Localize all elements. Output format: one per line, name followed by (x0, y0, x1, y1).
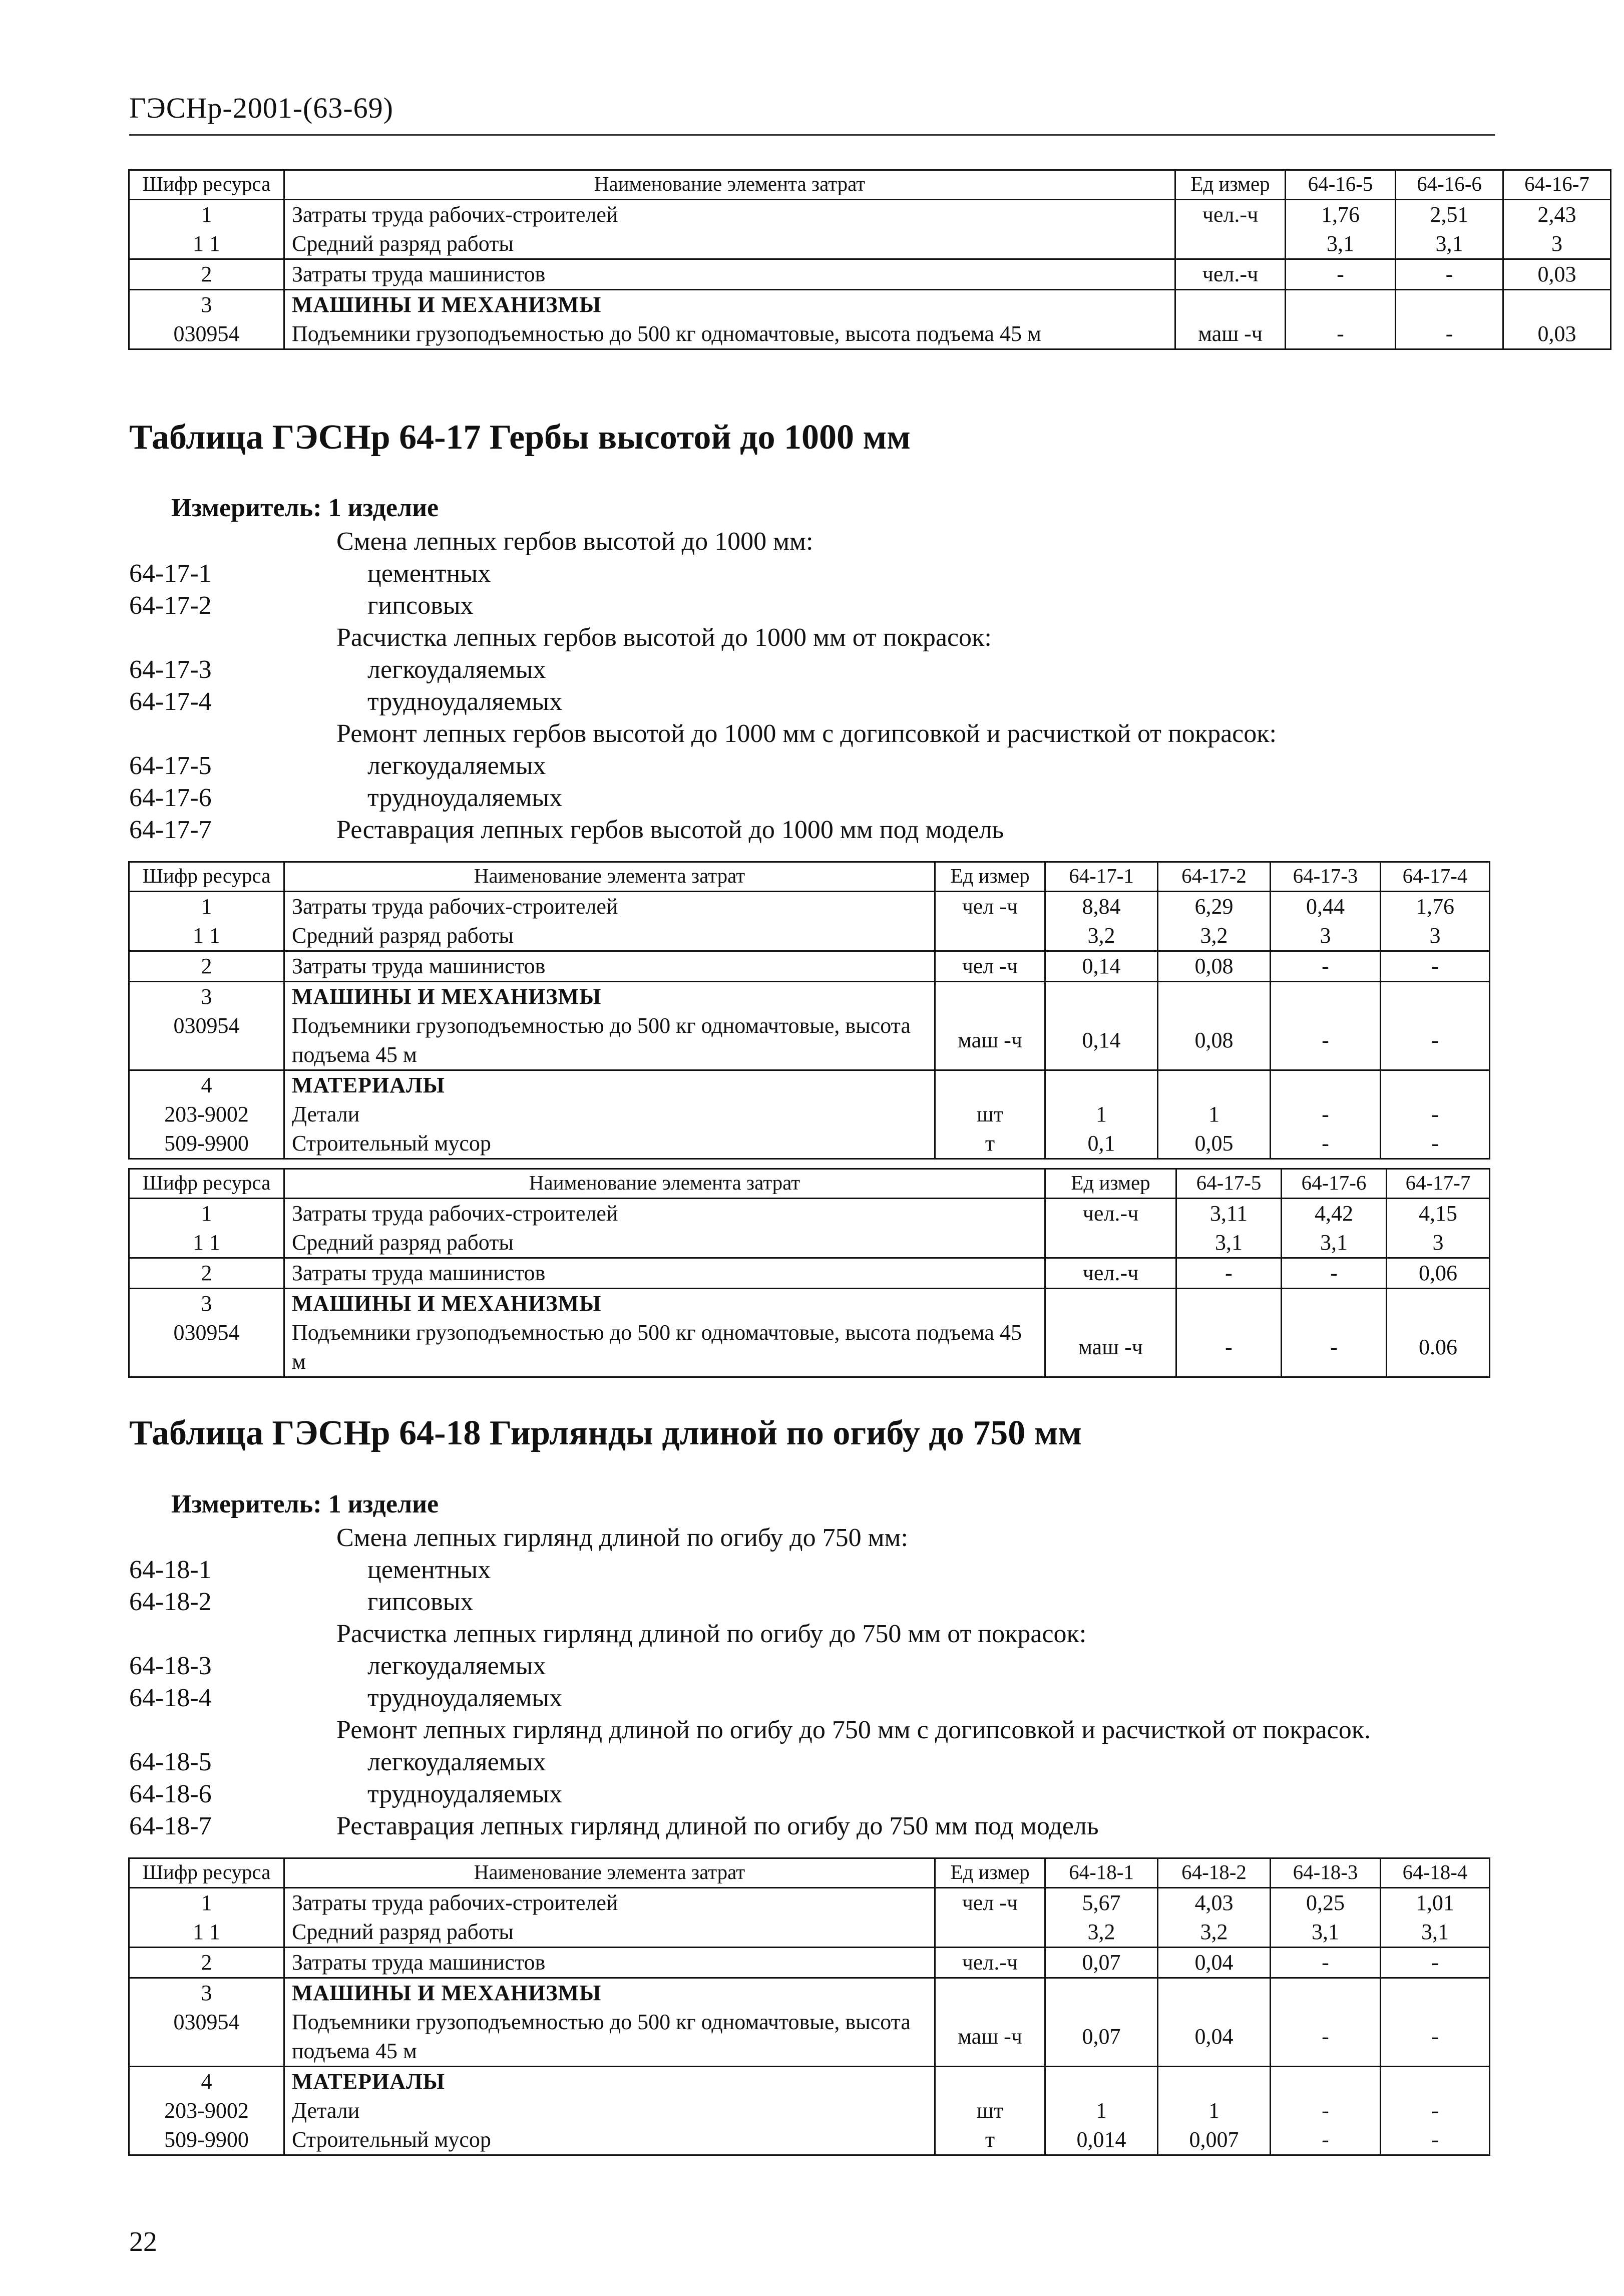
rate-value (1381, 982, 1490, 1012)
table-row (129, 1918, 1490, 1948)
rate-value (1271, 2067, 1381, 2097)
operation-name: трудноудаляемых (367, 1780, 563, 1808)
resource-code: 2 (129, 1258, 284, 1289)
col-header-rate: 64-18-3 (1271, 1858, 1381, 1888)
table-row (129, 2096, 1490, 2125)
resource-unit (935, 1918, 1045, 1948)
col-header-rate: 64-17-3 (1271, 862, 1381, 892)
resource-name: Детали (284, 1100, 935, 1129)
resource-unit (1175, 290, 1286, 320)
table-row (129, 1888, 1490, 1918)
rate-value: - (1271, 1948, 1381, 1978)
operation-code: 64-18-1 (129, 1556, 212, 1584)
operation-heading (129, 526, 1491, 558)
rate-value (1045, 982, 1158, 1012)
rate-value: 3 (1271, 921, 1381, 951)
table-row (129, 2067, 1490, 2097)
resource-name: Строительный мусор (284, 2125, 935, 2155)
resource-unit: чел.-ч (935, 1948, 1045, 1978)
rate-value: 8,84 (1045, 892, 1158, 922)
rate-value: 0,014 (1045, 2125, 1158, 2155)
rate-value (1387, 1289, 1490, 1319)
operation-item (129, 1586, 1491, 1618)
table-row (129, 1289, 1490, 1319)
col-header-rate: 64-17-2 (1158, 862, 1271, 892)
rate-value (1158, 1070, 1271, 1100)
resource-code: 1 1 (129, 921, 284, 951)
table-row (129, 259, 1611, 290)
rate-value: - (1271, 2096, 1381, 2125)
col-header-code: Шифр ресурса (129, 1858, 284, 1888)
operation-name: трудноудаляемых (367, 784, 563, 812)
section-title-64-17: Таблица ГЭСНр 64-17 Гербы высотой до 1000 мм (129, 418, 911, 457)
rate-value: 0,44 (1271, 892, 1381, 922)
resource-unit (935, 1070, 1045, 1100)
resource-unit: маш -ч (935, 1011, 1045, 1070)
resource-code: 3 (129, 1978, 284, 2008)
rate-value: 1,01 (1381, 1888, 1490, 1918)
rate-value: 0,25 (1271, 1888, 1381, 1918)
col-header-rate: 64-16-5 (1286, 170, 1396, 200)
col-header-rate: 64-18-4 (1381, 1858, 1490, 1888)
rate-value: 4,03 (1158, 1888, 1271, 1918)
rate-value: - (1381, 1948, 1490, 1978)
rate-value (1158, 2067, 1271, 2097)
rate-value (1045, 1070, 1158, 1100)
operation-code: 64-18-4 (129, 1684, 212, 1712)
operation-name: трудноудаляемых (367, 687, 563, 716)
resource-unit (935, 921, 1045, 951)
rate-value (1282, 1289, 1387, 1319)
resource-code: 509-9900 (129, 1129, 284, 1159)
rate-value (1396, 290, 1503, 320)
operation-item (129, 782, 1491, 814)
resource-name: Средний разряд работы (284, 1918, 935, 1948)
col-header-unit: Ед измер (1045, 1169, 1176, 1199)
col-header-unit: Ед измер (935, 1858, 1045, 1888)
rate-value: 0,07 (1045, 2008, 1158, 2067)
rate-value (1503, 290, 1611, 320)
rate-value: 3 (1387, 1228, 1490, 1258)
resource-code: 1 (129, 1888, 284, 1918)
operation-code: 64-17-5 (129, 751, 212, 780)
resource-unit: т (935, 2125, 1045, 2155)
rate-value (1271, 982, 1381, 1012)
operation-code: 64-18-6 (129, 1780, 212, 1808)
header-rule (129, 134, 1495, 136)
col-header-name: Наименование элемента затрат (284, 862, 935, 892)
resource-name: Затраты труда машинистов (284, 1258, 1045, 1289)
resource-code: 4 (129, 2067, 284, 2097)
operation-code: 64-18-5 (129, 1748, 212, 1776)
rate-value: 3,2 (1158, 921, 1271, 951)
page-number: 22 (129, 2226, 157, 2257)
operation-code: 64-17-4 (129, 687, 212, 716)
operation-item (129, 1554, 1491, 1586)
table-row (129, 892, 1490, 922)
rate-value: 5,67 (1045, 1888, 1158, 1918)
operation-code: 64-17-6 (129, 784, 212, 812)
rate-value: 4,15 (1387, 1199, 1490, 1229)
resource-name: Затраты труда рабочих-строителей (284, 1199, 1045, 1229)
rate-value (1045, 1978, 1158, 2008)
table-row (129, 1070, 1490, 1100)
resource-unit: шт (935, 1100, 1045, 1129)
rate-value (1176, 1289, 1282, 1319)
resource-unit (935, 2067, 1045, 2097)
operation-item (129, 1778, 1491, 1810)
rate-value: - (1271, 2008, 1381, 2067)
resource-unit: чел -ч (935, 951, 1045, 982)
rate-value: 2,43 (1503, 200, 1611, 230)
rate-value: 0,1 (1045, 1129, 1158, 1159)
operation-heading-text: Расчистка лепных гирлянд длиной по огибу до 750 мм от покрасок: (336, 1620, 1087, 1648)
operations-list-64-17 (129, 526, 1491, 846)
rate-value: - (1396, 319, 1503, 349)
operation-item (129, 558, 1491, 590)
section-title-64-18: Таблица ГЭСНр 64-18 Гирлянды длиной по огибу до 750 мм (129, 1414, 1082, 1452)
operation-code: 64-17-7 (129, 816, 212, 844)
rate-value: 3,1 (1176, 1228, 1282, 1258)
rate-value: 0,07 (1045, 1948, 1158, 1978)
table-row (129, 982, 1490, 1012)
resource-unit: чел.-ч (1175, 259, 1286, 290)
resource-code: 030954 (129, 319, 284, 349)
table-row (129, 1978, 1490, 2008)
section-heading: МАТЕРИАЛЫ (284, 1070, 935, 1100)
resource-unit: чел -ч (935, 892, 1045, 922)
operation-name: легкоудаляемых (367, 655, 546, 684)
measure-unit: Измеритель: 1 изделие (171, 1490, 439, 1518)
operation-name: цементных (367, 1556, 491, 1584)
rate-value: 0,03 (1503, 319, 1611, 349)
operation-name: легкоудаляемых (367, 751, 546, 780)
resource-code: 3 (129, 290, 284, 320)
measure-unit: Измеритель: 1 изделие (171, 494, 439, 522)
resource-unit (1175, 229, 1286, 259)
resource-unit: маш -ч (1175, 319, 1286, 349)
resource-unit: чел.-ч (1175, 200, 1286, 230)
resource-name: Подъемники грузоподъемностью до 500 кг одномачтовые, высота подъема 45 м (284, 319, 1175, 349)
operations-list-64-18 (129, 1522, 1491, 1842)
col-header-name: Наименование элемента затрат (284, 1858, 935, 1888)
rate-value: 1 (1045, 2096, 1158, 2125)
rate-value: 3,1 (1271, 1918, 1381, 1948)
operation-name: цементных (367, 559, 491, 588)
resource-name: Средний разряд работы (284, 1228, 1045, 1258)
rate-value: - (1176, 1318, 1282, 1377)
col-header-rate: 64-17-5 (1176, 1169, 1282, 1199)
resource-code: 2 (129, 1948, 284, 1978)
resource-name: Подъемники грузоподъемностью до 500 кг одномачтовые, высота подъема 45 м (284, 1011, 935, 1070)
col-header-rate: 64-18-1 (1045, 1858, 1158, 1888)
rate-value: - (1282, 1258, 1387, 1289)
resource-table-64-17-part1 (128, 861, 1489, 1160)
resource-code: 3 (129, 1289, 284, 1319)
rate-value (1286, 290, 1396, 320)
resource-code: 2 (129, 951, 284, 982)
operation-heading (129, 622, 1491, 654)
operation-heading (129, 1522, 1491, 1554)
resource-code: 509-9900 (129, 2125, 284, 2155)
rate-value: 2,51 (1396, 200, 1503, 230)
resource-code: 203-9002 (129, 1100, 284, 1129)
rate-value: - (1381, 951, 1490, 982)
rate-value: 3,1 (1282, 1228, 1387, 1258)
rate-value: - (1381, 2125, 1490, 2155)
operation-item (129, 1810, 1491, 1842)
rate-value (1158, 982, 1271, 1012)
operation-item (129, 750, 1491, 782)
table-header-row (129, 170, 1611, 200)
rate-value: - (1271, 1011, 1381, 1070)
resource-unit (1045, 1289, 1176, 1319)
rate-value: - (1286, 259, 1396, 290)
resource-name: Затраты труда рабочих-строителей (284, 1888, 935, 1918)
resource-name: Затраты труда рабочих-строителей (284, 892, 935, 922)
col-header-rate: 64-17-7 (1387, 1169, 1490, 1199)
resource-unit: т (935, 1129, 1045, 1159)
operation-heading-text: Ремонт лепных гирлянд длиной по огибу до 750 мм с догипсовкой и расчисткой от покрасок. (336, 1716, 1371, 1744)
rate-value (1158, 1978, 1271, 2008)
resource-unit: шт (935, 2096, 1045, 2125)
resource-unit: чел.-ч (1045, 1258, 1176, 1289)
resource-name: Средний разряд работы (284, 229, 1175, 259)
resource-unit: маш -ч (1045, 1318, 1176, 1377)
rate-value: - (1381, 1129, 1490, 1159)
operation-name: Реставрация лепных гербов высотой до 1000 мм под модель (336, 816, 1004, 844)
operation-name: гипсовых (367, 1588, 474, 1616)
rate-value: - (1271, 2125, 1381, 2155)
resource-code: 1 1 (129, 1228, 284, 1258)
rate-value: 1,76 (1381, 892, 1490, 922)
resource-table-64-18 (128, 1857, 1489, 2156)
col-header-rate: 64-16-7 (1503, 170, 1611, 200)
col-header-rate: 64-17-1 (1045, 862, 1158, 892)
operation-item (129, 1746, 1491, 1778)
table-row (129, 1129, 1490, 1159)
rate-value: 1,76 (1286, 200, 1396, 230)
operation-item (129, 590, 1491, 622)
table-row (129, 921, 1490, 951)
resource-unit (1045, 1228, 1176, 1258)
resource-table-64-17-part2 (128, 1168, 1489, 1378)
rate-value: - (1271, 1100, 1381, 1129)
rate-value: - (1381, 1011, 1490, 1070)
rate-value: - (1381, 2008, 1490, 2067)
resource-name: Подъемники грузоподъемностью до 500 кг одномачтовые, высота подъема 45 м (284, 2008, 935, 2067)
operation-name: легкоудаляемых (367, 1652, 546, 1680)
operation-item (129, 814, 1491, 846)
rate-value: 3,1 (1396, 229, 1503, 259)
resource-unit: чел.-ч (1045, 1199, 1176, 1229)
resource-code: 2 (129, 259, 284, 290)
resource-unit: маш -ч (935, 2008, 1045, 2067)
col-header-rate: 64-18-2 (1158, 1858, 1271, 1888)
operation-heading (129, 1618, 1491, 1650)
col-header-code: Шифр ресурса (129, 1169, 284, 1199)
resource-code: 4 (129, 1070, 284, 1100)
rate-value: 0,06 (1387, 1258, 1490, 1289)
table-row (129, 1228, 1490, 1258)
table-row (129, 200, 1611, 230)
resource-code: 203-9002 (129, 2096, 284, 2125)
operation-code: 64-18-7 (129, 1812, 212, 1840)
col-header-name: Наименование элемента затрат (284, 170, 1175, 200)
rate-value: 3,2 (1158, 1918, 1271, 1948)
table-row (129, 1199, 1490, 1229)
section-heading: МАТЕРИАЛЫ (284, 2067, 935, 2097)
col-header-code: Шифр ресурса (129, 862, 284, 892)
col-header-code: Шифр ресурса (129, 170, 284, 200)
operation-name: легкоудаляемых (367, 1748, 546, 1776)
rate-value: 0,04 (1158, 1948, 1271, 1978)
rate-value (1381, 1070, 1490, 1100)
table-row (129, 1948, 1490, 1978)
table-row (129, 229, 1611, 259)
rate-value: - (1396, 259, 1503, 290)
operation-code: 64-18-3 (129, 1652, 212, 1680)
table-row (129, 951, 1490, 982)
resource-code: 3 (129, 982, 284, 1012)
operation-heading (129, 1714, 1491, 1746)
col-header-rate: 64-17-6 (1282, 1169, 1387, 1199)
operation-code: 64-17-3 (129, 655, 212, 684)
resource-unit (935, 982, 1045, 1012)
operation-heading-text: Расчистка лепных гербов высотой до 1000 мм от покрасок: (336, 623, 992, 652)
rate-value: 0.06 (1387, 1318, 1490, 1377)
col-header-rate: 64-17-4 (1381, 862, 1490, 892)
operation-code: 64-17-2 (129, 591, 212, 620)
rate-value: 3,1 (1286, 229, 1396, 259)
rate-value: 3,2 (1045, 1918, 1158, 1948)
resource-table-64-16 (128, 169, 1589, 350)
resource-code: 1 1 (129, 229, 284, 259)
table-row (129, 1011, 1490, 1070)
col-header-unit: Ед измер (935, 862, 1045, 892)
rate-value: 3,1 (1381, 1918, 1490, 1948)
section-heading: МАШИНЫ И МЕХАНИЗМЫ (284, 290, 1175, 320)
rate-value: 1 (1045, 1100, 1158, 1129)
rate-value: 6,29 (1158, 892, 1271, 922)
table-row (129, 1258, 1490, 1289)
rate-value: 0,007 (1158, 2125, 1271, 2155)
table-row (129, 1100, 1490, 1129)
resource-name: Детали (284, 2096, 935, 2125)
rate-value: 0,04 (1158, 2008, 1271, 2067)
operation-item (129, 1650, 1491, 1682)
resource-name: Подъемники грузоподъемностью до 500 кг одномачтовые, высота подъема 45 м (284, 1318, 1045, 1377)
resource-code: 030954 (129, 2008, 284, 2067)
rate-value (1381, 1978, 1490, 2008)
resource-name: Затраты труда машинистов (284, 259, 1175, 290)
operation-code: 64-18-2 (129, 1588, 212, 1616)
col-header-rate: 64-16-6 (1396, 170, 1503, 200)
page-header: ГЭСНр-2001-(63-69) (129, 92, 393, 124)
rate-value: 0,05 (1158, 1129, 1271, 1159)
rate-value: - (1381, 1100, 1490, 1129)
operation-item (129, 686, 1491, 718)
table-row (129, 1318, 1490, 1377)
rate-value: 0,14 (1045, 1011, 1158, 1070)
rate-value: 3,2 (1045, 921, 1158, 951)
resource-name: Затраты труда машинистов (284, 951, 935, 982)
operation-code: 64-17-1 (129, 559, 212, 588)
rate-value: 0,08 (1158, 1011, 1271, 1070)
operation-heading (129, 718, 1491, 750)
table-header-row (129, 1169, 1490, 1199)
operation-name: Реставрация лепных гирлянд длиной по огибу до 750 мм под модель (336, 1812, 1099, 1840)
operation-name: трудноудаляемых (367, 1684, 563, 1712)
rate-value (1271, 1070, 1381, 1100)
resource-name: Средний разряд работы (284, 921, 935, 951)
section-heading: МАШИНЫ И МЕХАНИЗМЫ (284, 1289, 1045, 1319)
resource-unit: чел -ч (935, 1888, 1045, 1918)
rate-value: - (1271, 1129, 1381, 1159)
resource-code: 030954 (129, 1318, 284, 1377)
rate-value: 1 (1158, 1100, 1271, 1129)
rate-value (1381, 2067, 1490, 2097)
col-header-unit: Ед измер (1175, 170, 1286, 200)
resource-code: 1 (129, 1199, 284, 1229)
operation-item (129, 654, 1491, 686)
table-row (129, 2008, 1490, 2067)
operation-heading-text: Смена лепных гербов высотой до 1000 мм: (336, 527, 814, 556)
rate-value: 3,11 (1176, 1199, 1282, 1229)
resource-code: 030954 (129, 1011, 284, 1070)
operation-name: гипсовых (367, 591, 474, 620)
operation-heading-text: Ремонт лепных гербов высотой до 1000 мм с догипсовкой и расчисткой от покрасок: (336, 719, 1277, 748)
rate-value: - (1282, 1318, 1387, 1377)
rate-value: 3 (1381, 921, 1490, 951)
table-row (129, 2125, 1490, 2155)
rate-value: 4,42 (1282, 1199, 1387, 1229)
rate-value (1271, 1978, 1381, 2008)
resource-code: 1 (129, 892, 284, 922)
rate-value: - (1176, 1258, 1282, 1289)
rate-value: 1 (1158, 2096, 1271, 2125)
resource-name: Строительный мусор (284, 1129, 935, 1159)
section-heading: МАШИНЫ И МЕХАНИЗМЫ (284, 1978, 935, 2008)
rate-value: 0,08 (1158, 951, 1271, 982)
rate-value: - (1381, 2096, 1490, 2125)
resource-unit (935, 1978, 1045, 2008)
rate-value: 3 (1503, 229, 1611, 259)
table-header-row (129, 862, 1490, 892)
col-header-name: Наименование элемента затрат (284, 1169, 1045, 1199)
rate-value: - (1271, 951, 1381, 982)
table-header-row (129, 1858, 1490, 1888)
resource-code: 1 1 (129, 1918, 284, 1948)
operation-item (129, 1682, 1491, 1714)
resource-name: Затраты труда рабочих-строителей (284, 200, 1175, 230)
section-heading: МАШИНЫ И МЕХАНИЗМЫ (284, 982, 935, 1012)
rate-value (1045, 2067, 1158, 2097)
rate-value: - (1286, 319, 1396, 349)
rate-value: 0,03 (1503, 259, 1611, 290)
table-row (129, 319, 1611, 349)
table-row (129, 290, 1611, 320)
resource-code: 1 (129, 200, 284, 230)
operation-heading-text: Смена лепных гирлянд длиной по огибу до 750 мм: (336, 1523, 908, 1552)
rate-value: 0,14 (1045, 951, 1158, 982)
resource-name: Затраты труда машинистов (284, 1948, 935, 1978)
